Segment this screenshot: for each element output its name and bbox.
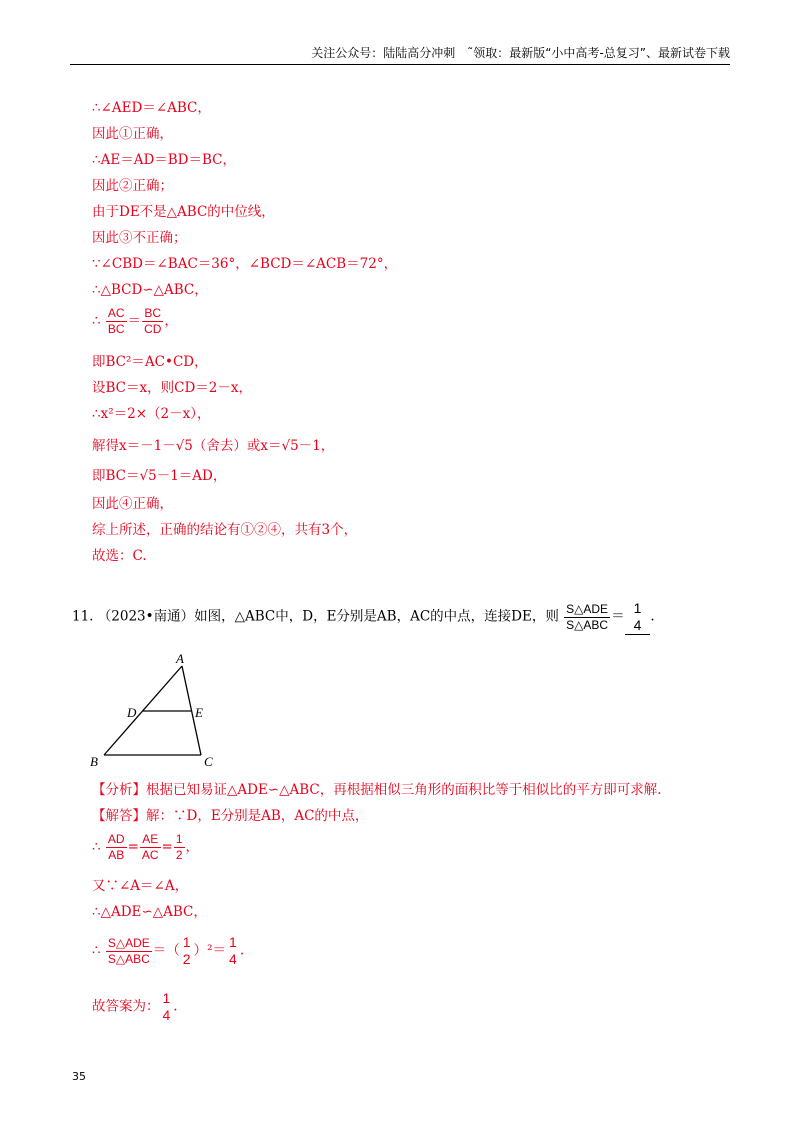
question-source: （2023•南通）: [97, 608, 195, 625]
question-11: 11. （2023•南通）如图，△ABC中，D，E分别是AB，AC的中点，连接DE，则 $\frac{\text{S△ADE}}{\text{S△ABC}}$ ＝ 1 4 .: [72, 600, 655, 633]
answer-line-3: 又∵∠A＝∠A，: [92, 878, 189, 894]
final-fraction: 1 4: [162, 990, 171, 1023]
page-header: [70, 44, 730, 65]
triangle-figure: [84, 650, 224, 770]
question-number: 11.: [72, 608, 94, 625]
area-ratio-fraction: $\frac{\text{S△ADE}}{\text{S△ABC}}$: [107, 935, 150, 966]
fraction-ac-bc: $\frac{AC}{BC}$: [107, 306, 125, 336]
paren-fraction: 1 2: [182, 934, 191, 967]
answer-line-5: ∴ $\frac{\text{S△ADE}}{\text{S△ABC}}$ ＝（ 1 2 ）²＝ 1 4 .: [92, 934, 245, 967]
analysis-tag: 【分析】: [92, 782, 146, 798]
header-text: 关注公众号：陆陆高分冲刺 ˜领取：最新版“小中高考-总复习”、最新试卷下载: [311, 46, 730, 60]
final-answer-line: 故答案为： 1 4 .: [92, 990, 178, 1023]
solution-line-12: 解得x＝－1－√5（舍去）或x＝√5－1，: [92, 438, 335, 454]
question-area-ratio: $\frac{\text{S△ADE}}{\text{S△ABC}}$: [566, 601, 609, 632]
answer-blank: [625, 600, 651, 635]
label-d: D: [127, 705, 137, 720]
fraction-ae-ac: $\frac{AE}{AC}$: [141, 832, 159, 862]
solution-line-8: ∴△BCD∽△ABC，: [92, 282, 208, 298]
solution-line-15: 综上所述，正确的结论有①②④，共有3个，: [92, 522, 358, 538]
ratio-line: ∴ $\frac{AC}{BC}$ ＝ $\frac{BC}{CD}$ ，: [92, 306, 178, 336]
answer-line-4: ∴△ADE∽△ABC，: [92, 904, 207, 920]
solution-line-7: ∵∠CBD＝∠BAC＝36°，∠BCD＝∠ACB＝72°，: [92, 256, 398, 272]
solution-line-4: 因此②正确；: [92, 178, 173, 194]
label-c: C: [204, 754, 213, 769]
question-text: 如图，△ABC中，D，E分别是AB，AC的中点，连接DE，则: [194, 608, 559, 625]
analysis-text: 根据已知易证△ADE∽△ABC，再根据相似三角形的面积比等于相似比的平方即可求解.: [146, 782, 662, 798]
label-a: A: [176, 651, 184, 666]
solution-line-13: 即BC＝√5－1＝AD，: [92, 468, 227, 484]
fraction-one-half: $\frac{1}{2}$: [175, 832, 183, 862]
solution-line-10: 设BC＝x，则CD＝2－x，: [92, 380, 252, 396]
answer-line-2: ∴ $\frac{AD}{AB}$ = $\frac{AE}{AC}$ = $\frac{1}{2}$ ，: [92, 832, 200, 862]
solution-line-3: ∴AE＝AD＝BD＝BC，: [92, 152, 237, 168]
label-b: B: [90, 754, 98, 769]
fraction-ad-ab: $\frac{AD}{AB}$: [107, 832, 125, 862]
solution-line-1: ∴∠AED＝∠ABC，: [92, 100, 211, 116]
fraction-bc-cd: $\frac{BC}{CD}$: [144, 306, 162, 336]
solution-line-2: 因此①正确，: [92, 126, 173, 142]
solution-line-9: 即BC²＝AC•CD，: [92, 354, 208, 370]
answer-tag: 【解答】: [92, 808, 146, 824]
answer-fraction: 1 4: [633, 600, 642, 633]
answer-line-1: 【解答】解：∵D，E分别是AB，AC的中点，: [92, 808, 369, 824]
analysis-line: [92, 780, 662, 800]
label-e: E: [195, 705, 203, 720]
solution-line-11: ∴x²＝2×（2－x），: [92, 406, 211, 422]
solution-line-16: 故选：C.: [92, 548, 147, 564]
therefore-symbol: ∴: [92, 313, 101, 329]
result-fraction: 1 4: [229, 934, 237, 967]
page-number: 35: [72, 1070, 86, 1083]
solution-line-6: 因此③不正确；: [92, 230, 187, 246]
solution-line-14: 因此④正确，: [92, 496, 173, 512]
solution-line-5: 由于DE不是△ABC的中位线，: [92, 204, 275, 220]
